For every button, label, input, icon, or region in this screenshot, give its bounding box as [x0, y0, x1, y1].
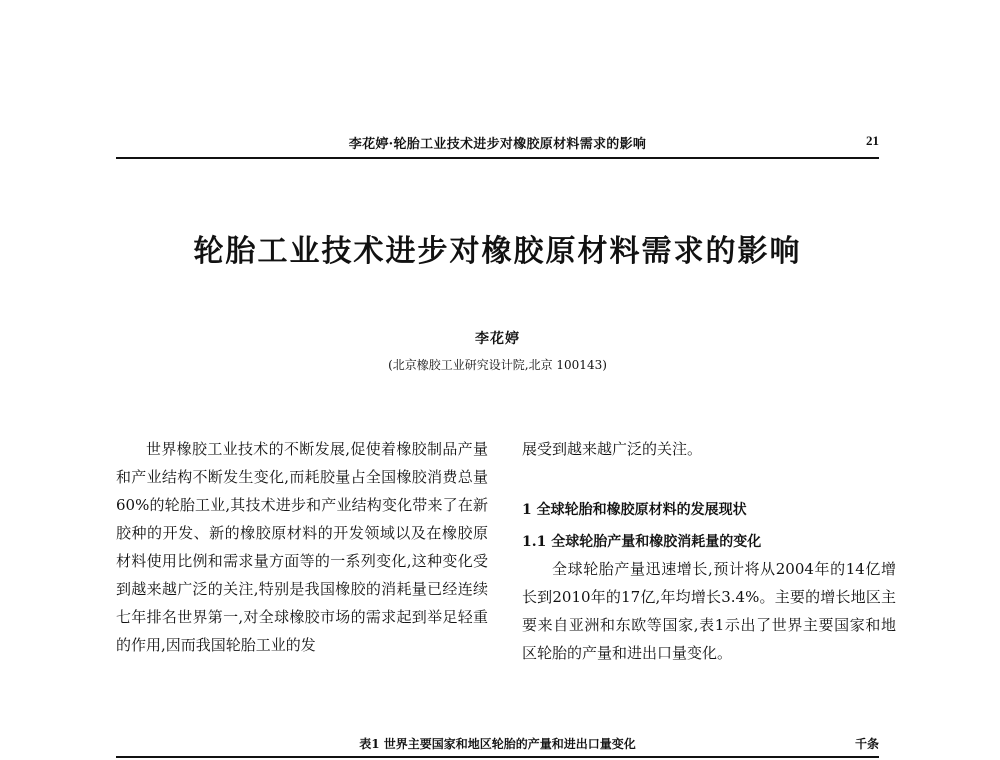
subsection-heading: 1.1 全球轮胎产量和橡胶消耗量的变化	[522, 534, 762, 550]
right-column-body	[522, 555, 896, 667]
section-paragraph: 全球轮胎产量迅速增长,预计将从2004年的14亿增长到2010年的17亿,年均增长3.4%。主要的增长地区主要来自亚洲和东欧等国家,表1示出了世界主要国家和地区轮胎的产量和进出口量变化。	[522, 560, 896, 662]
left-column	[116, 435, 488, 659]
author-affiliation: (北京橡胶工业研究设计院,北京 100143)	[388, 358, 607, 372]
table-caption	[116, 735, 879, 752]
header-rule	[116, 157, 879, 159]
section-heading: 1 全球轮胎和橡胶原材料的发展现状	[522, 502, 747, 518]
table-top-rule	[116, 756, 879, 758]
table-unit: 千条	[854, 737, 879, 751]
running-title: 李花婷·轮胎工业技术进步对橡胶原材料需求的影响	[348, 137, 647, 152]
intro-paragraph-continuation: 展受到越来越广泛的关注。	[522, 440, 703, 458]
running-header	[116, 133, 879, 155]
right-column	[522, 435, 896, 463]
author-name: 李花婷	[475, 331, 520, 347]
page-number: 21	[866, 133, 879, 148]
table-caption-text: 表1 世界主要国家和地区轮胎的产量和进出口量变化	[359, 737, 636, 751]
intro-paragraph: 世界橡胶工业技术的不断发展,促使着橡胶制品产量和产业结构不断发生变化,而耗胶量占全国橡胶消费总量60%的轮胎工业,其技术进步和产业结构变化带来了在新胶种的开发、新的橡胶原材料的开发领域以及在橡胶原材料使用比例和需求量方面等的一系列变化,这种变化受到越来越广泛的关注,特别是我国橡胶的消耗量已经连续七年排名世界第一,对全球橡胶市场的需求起到举足轻重的作用,因而我国轮胎工业的发	[116, 440, 488, 654]
article-title: 轮胎工业技术进步对橡胶原材料需求的影响	[193, 234, 802, 269]
